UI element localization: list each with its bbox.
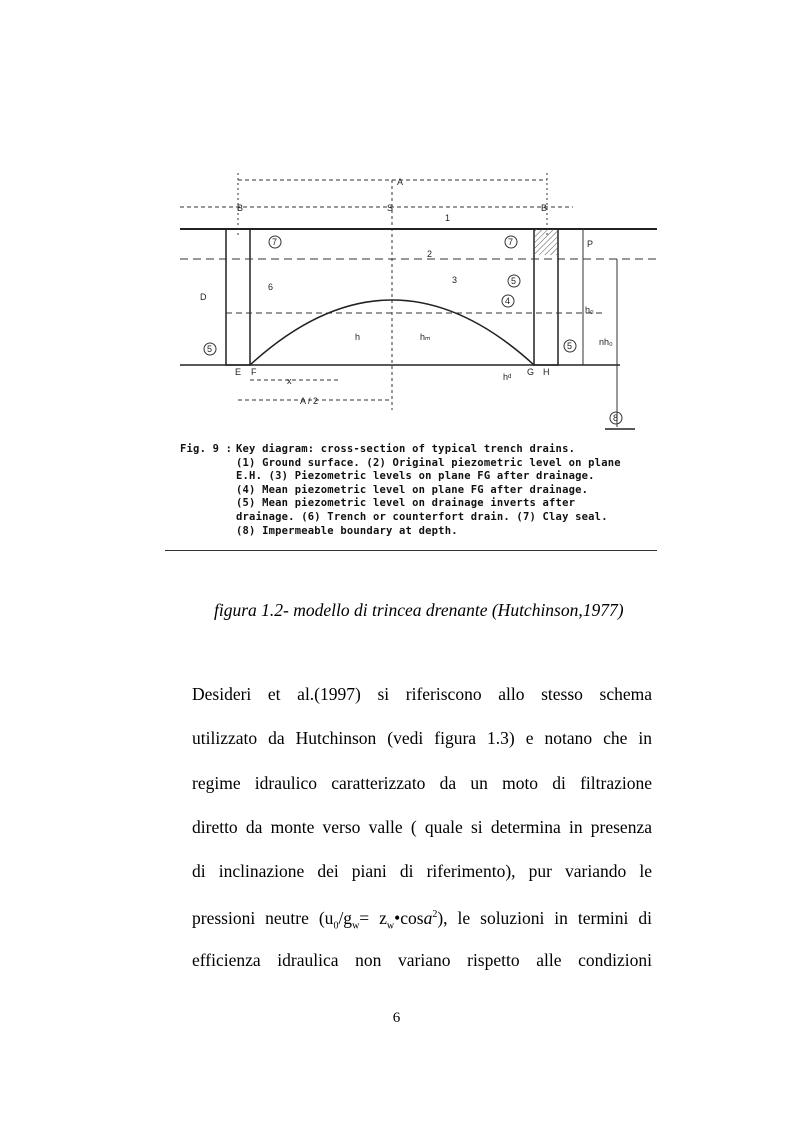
svg-text:5: 5 <box>511 276 517 286</box>
label-p: P <box>587 239 594 249</box>
label-f: F <box>251 367 257 377</box>
key-line-6: (8) Impermeable boundary at depth. <box>236 524 458 537</box>
key-title: Key diagram: cross-section of typical trench drains. <box>236 443 576 455</box>
marker-3 <box>452 275 457 285</box>
label-d: D <box>200 292 207 302</box>
body-line-3: regime idraulico caratterizzato da un moto di filtrazione <box>192 772 652 793</box>
svg-text:2: 2 <box>427 249 433 259</box>
label-g: G <box>527 367 535 377</box>
key-line-4: (5) Mean piezometric level on drainage inverts after <box>236 497 576 510</box>
svg-text:5: 5 <box>207 344 213 354</box>
marker-7-left <box>269 236 281 248</box>
label-h0: h₀ <box>585 305 594 315</box>
key-label: Fig. 9 : <box>180 443 233 455</box>
label-e: E <box>235 367 242 377</box>
clay-seal-right <box>534 229 558 255</box>
label-s: S <box>387 203 394 213</box>
figure-key <box>180 443 650 538</box>
marker-6 <box>268 282 273 292</box>
page-number: 6 <box>392 1010 401 1026</box>
marker-1 <box>445 213 450 223</box>
svg-text:3: 3 <box>452 275 458 285</box>
body-paragraph <box>192 684 652 994</box>
key-line-2: E.H. (3) Piezometric levels on plane FG after drainage. <box>236 470 595 483</box>
label-x: x <box>287 376 292 386</box>
svg-text:6: 6 <box>268 282 274 292</box>
cross-section-diagram <box>165 165 657 445</box>
svg-text:7: 7 <box>272 237 278 247</box>
key-line-3: (4) Mean piezometric level on plane FG after drainage. <box>236 483 589 496</box>
svg-text:4: 4 <box>505 296 511 306</box>
figure-caption: figura 1.2- modello di trincea drenante (Hutchinson,1977) <box>214 600 624 620</box>
body-line-4: diretto da monte verso valle ( quale si determina in presenza <box>192 816 652 837</box>
marker-7-right <box>505 236 517 248</box>
svg-text:8: 8 <box>613 413 619 423</box>
label-nh0: nh₀ <box>599 337 613 347</box>
label-a-half: A / 2 <box>300 396 319 406</box>
label-a: A <box>397 177 404 187</box>
svg-text:5: 5 <box>567 341 573 351</box>
svg-text:1: 1 <box>445 213 451 223</box>
label-h: H <box>543 367 550 377</box>
marker-5-right <box>564 340 576 352</box>
trench-drain-figure <box>165 165 657 555</box>
body-line-7: efficienza idraulica non variano rispetto alle condizioni <box>192 949 652 970</box>
label-b-right: B <box>541 203 548 213</box>
label-b-left: B <box>237 203 244 213</box>
body-line-5: di inclinazione dei piani di riferimento), pur variando le <box>192 861 652 882</box>
marker-5-left <box>204 343 216 355</box>
key-line-5: drainage. (6) Trench or counterfort drain. (7) Clay seal. <box>236 510 608 523</box>
body-line-1: Desideri et al.(1997) si riferiscono allo stesso schema <box>192 684 652 704</box>
marker-4 <box>502 295 514 307</box>
marker-8 <box>610 412 622 424</box>
trench-left <box>226 229 250 365</box>
key-line-1: (1) Ground surface. (2) Original piezometric level on plane <box>236 456 621 469</box>
figure-bottom-rule <box>165 550 657 551</box>
marker-5-mid <box>508 275 520 287</box>
label-h-small: h <box>355 332 361 342</box>
body-line-2: utilizzato da Hutchinson (vedi figura 1.3) e notano che in <box>192 728 652 749</box>
body-line-formula: pressioni neutre ($u_0/g_w=$ $z_w•\cos a^2$), le soluzioni in termini di <box>192 908 652 932</box>
label-hm: hₘ <box>420 332 431 342</box>
label-hd: hᵈ <box>503 372 512 382</box>
svg-text:7: 7 <box>508 237 514 247</box>
marker-2 <box>427 249 432 259</box>
